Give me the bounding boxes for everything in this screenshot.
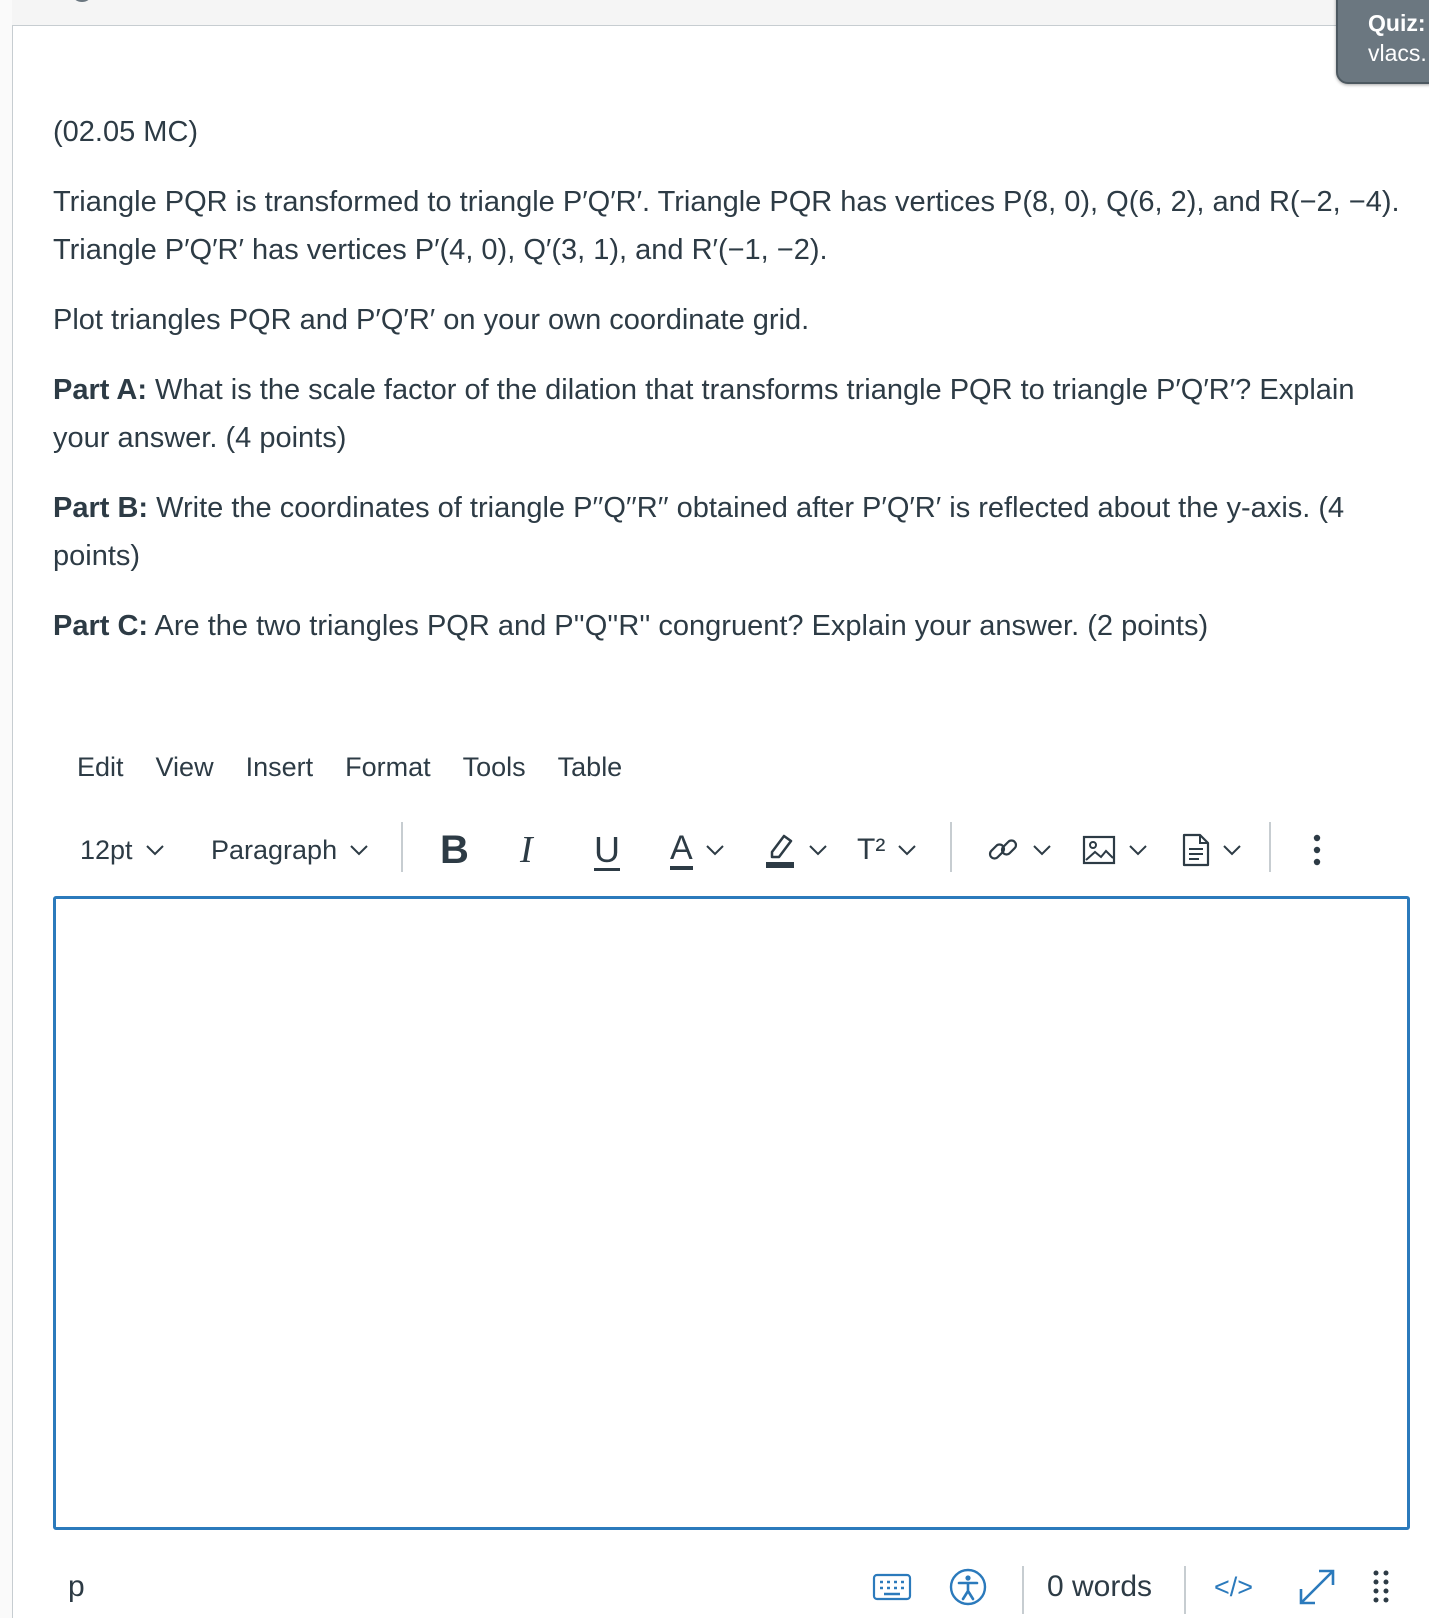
accessibility-icon xyxy=(948,1567,988,1607)
font-size-value: 12pt xyxy=(80,834,133,865)
chevron-down-icon xyxy=(897,844,917,856)
top-band xyxy=(12,0,1429,26)
html-editor-toggle[interactable] xyxy=(1214,1564,1253,1610)
chevron-down-icon xyxy=(705,844,725,856)
quiz-tab[interactable] xyxy=(1336,0,1429,84)
chevron-down-icon xyxy=(1128,844,1148,856)
part-c xyxy=(53,602,1403,650)
question-code: (02.05 MC) xyxy=(53,116,199,148)
toolbar-separator xyxy=(401,822,403,872)
part-b xyxy=(53,484,1403,580)
document-button[interactable] xyxy=(1182,822,1242,878)
block-format-value: Paragraph xyxy=(211,834,338,865)
word-count[interactable] xyxy=(1047,1564,1152,1610)
part-c-text: Are the two triangles PQR and P''Q''R'' congruent? Explain your answer. (2 points) xyxy=(148,610,1209,642)
part-c-label: Part C: xyxy=(53,610,149,642)
document-icon xyxy=(1182,833,1210,867)
menu-insert[interactable]: Insert xyxy=(245,752,314,782)
resize-handle-icon xyxy=(1372,1568,1390,1606)
more-vertical-icon xyxy=(1312,833,1322,867)
superscript-button[interactable] xyxy=(857,822,917,878)
word-count-label: 0 words xyxy=(1047,1570,1153,1603)
part-a xyxy=(53,366,1403,462)
quiz-tab-title: Quiz: xyxy=(1368,10,1426,36)
top-nub xyxy=(74,0,90,2)
chevron-down-icon xyxy=(1222,844,1242,856)
fullscreen-icon xyxy=(1295,1565,1339,1609)
rich-text-editor-area[interactable] xyxy=(53,896,1410,1530)
menu-tools[interactable]: Tools xyxy=(462,752,526,782)
keyboard-icon xyxy=(872,1572,912,1602)
part-b-text: Write the coordinates of triangle P′′Q′′R′′ obtained after P′Q′R′ is reflected about the y-axis. (4 points) xyxy=(53,492,1345,572)
superscript-glyph: T² xyxy=(857,833,886,866)
question-text xyxy=(53,108,1403,672)
part-b-label: Part B: xyxy=(53,492,149,524)
toolbar-separator xyxy=(1269,822,1271,872)
menu-format[interactable]: Format xyxy=(345,752,431,782)
toolbar-separator xyxy=(950,822,952,872)
bold-glyph: B xyxy=(440,827,469,872)
chevron-down-icon xyxy=(349,844,369,856)
block-format-select[interactable] xyxy=(211,822,369,878)
bold-button[interactable] xyxy=(440,822,469,878)
fullscreen-button[interactable] xyxy=(1295,1564,1339,1610)
text-color-button[interactable] xyxy=(670,822,725,878)
highlight-color-button[interactable] xyxy=(764,822,828,878)
quiz-tab-subtitle: vlacs. xyxy=(1368,40,1427,66)
chevron-down-icon xyxy=(1032,844,1052,856)
question-instruction: Plot triangles PQR and P′Q′R′ on your own coordinate grid. xyxy=(53,304,810,336)
image-button[interactable] xyxy=(1082,822,1148,878)
editor-statusbar xyxy=(0,1564,1429,1618)
menu-edit[interactable]: Edit xyxy=(77,752,124,782)
italic-button[interactable] xyxy=(520,822,533,878)
more-options-button[interactable] xyxy=(1312,822,1322,878)
element-path[interactable]: p xyxy=(68,1570,85,1603)
chevron-down-icon xyxy=(145,844,165,856)
statusbar-separator xyxy=(1022,1566,1024,1614)
menu-view[interactable]: View xyxy=(155,752,214,782)
part-a-text: What is the scale factor of the dilation that transforms triangle PQR to triangle P′Q′R′? Explain your answer. (4 points) xyxy=(53,374,1355,454)
underline-glyph: U xyxy=(594,829,620,870)
font-size-select[interactable] xyxy=(80,822,165,878)
html-toggle-label: </> xyxy=(1214,1571,1254,1602)
link-icon xyxy=(986,833,1020,867)
left-border xyxy=(0,0,13,1618)
editor-toolbar xyxy=(78,822,1418,878)
statusbar-separator xyxy=(1184,1566,1186,1614)
chevron-down-icon xyxy=(808,844,828,856)
part-a-label: Part A: xyxy=(53,374,147,406)
underline-button[interactable] xyxy=(594,822,620,878)
highlighter-icon xyxy=(764,830,796,870)
accessibility-checker-button[interactable] xyxy=(948,1564,988,1610)
image-icon xyxy=(1082,835,1116,865)
menu-table[interactable]: Table xyxy=(557,752,623,782)
question-intro: Triangle PQR is transformed to triangle P′Q′R′. Triangle PQR has vertices P(8, 0), Q(6, 2), and R(−2, −4). Triangle P′Q′R′ has vertices P′(4, 0), Q′(3, 1), and R′(−1, −2). xyxy=(53,186,1400,266)
editor-menubar xyxy=(77,752,622,792)
link-button[interactable] xyxy=(986,822,1052,878)
text-color-glyph: A xyxy=(670,830,693,870)
italic-glyph: I xyxy=(520,829,533,871)
resize-handle[interactable] xyxy=(1372,1564,1390,1610)
keyboard-shortcuts-button[interactable] xyxy=(872,1564,912,1610)
